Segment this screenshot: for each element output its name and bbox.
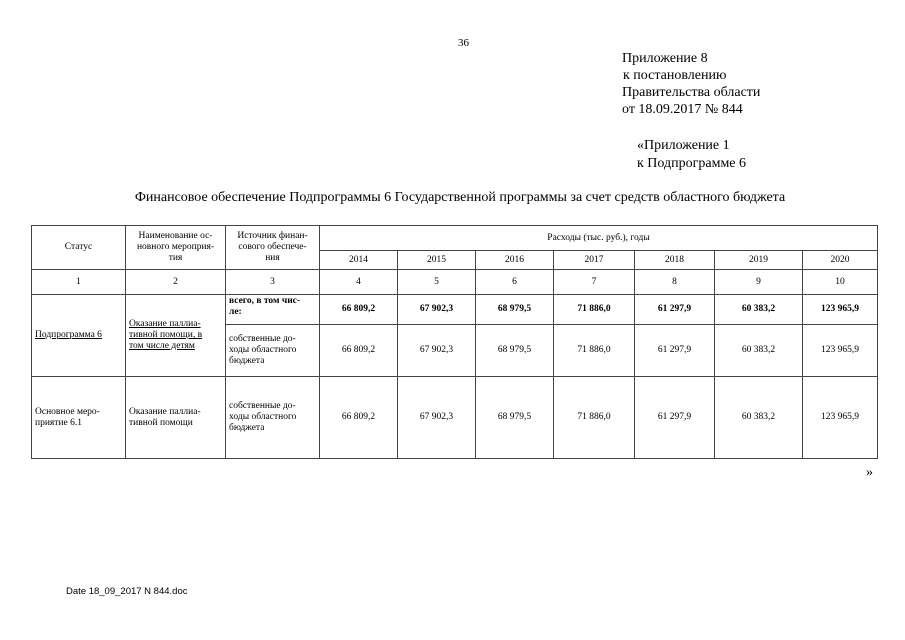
header-source-line: ния xyxy=(265,253,280,263)
header-year: 2016 xyxy=(476,251,554,270)
value-cell: 123 965,9 xyxy=(803,325,878,377)
source-line: ходы областного xyxy=(229,412,297,422)
column-number: 7 xyxy=(554,270,635,295)
value-cell: 68 979,5 xyxy=(476,377,554,459)
value-cell: 68 979,5 xyxy=(476,325,554,377)
value-cell: 123 965,9 xyxy=(803,377,878,459)
value-cell: 66 809,2 xyxy=(320,377,398,459)
column-number: 8 xyxy=(635,270,715,295)
footer-filename: Date 18_09_2017 N 844.doc xyxy=(66,586,188,597)
header-year: 2015 xyxy=(398,251,476,270)
value-cell: 66 809,2 xyxy=(320,295,398,325)
value-cell: 67 902,3 xyxy=(398,377,476,459)
annex-sub-line: «Приложение 1 xyxy=(637,138,730,153)
annex-line: от 18.09.2017 № 844 xyxy=(622,102,743,117)
column-number: 2 xyxy=(126,270,226,295)
header-year: 2020 xyxy=(803,251,878,270)
column-number: 9 xyxy=(715,270,803,295)
header-name-line: тия xyxy=(168,253,183,263)
activity-name-line: Оказание паллиа- xyxy=(129,319,201,329)
annex-line: к постановлению xyxy=(623,68,727,83)
activity-name-line: тивной помощи, в xyxy=(129,330,203,340)
header-source-line: Источник финан- xyxy=(237,231,308,241)
table-row xyxy=(32,377,878,459)
header-year: 2018 xyxy=(635,251,715,270)
value-cell: 71 886,0 xyxy=(554,295,635,325)
source-line: собственные до- xyxy=(229,401,296,411)
annex-sub-header xyxy=(637,137,746,173)
value-cell: 61 297,9 xyxy=(635,325,715,377)
header-source-line: сового обеспече- xyxy=(238,242,307,252)
annex-line: Приложение 8 xyxy=(622,51,708,66)
value-cell: 60 383,2 xyxy=(715,377,803,459)
activity-name-cell xyxy=(126,295,226,377)
header-expenses: Расходы (тыс. руб.), годы xyxy=(320,226,878,251)
value-cell: 61 297,9 xyxy=(635,295,715,325)
value-cell: 123 965,9 xyxy=(803,295,878,325)
closing-quote: » xyxy=(866,465,873,480)
status-line: приятие 6.1 xyxy=(35,417,82,428)
header-name-line: Наименование ос- xyxy=(138,231,213,241)
value-cell: 67 902,3 xyxy=(398,325,476,377)
annex-line: Правительства области xyxy=(622,85,761,100)
column-number: 10 xyxy=(803,270,878,295)
source-cell xyxy=(226,377,320,459)
annex-header xyxy=(622,50,760,118)
value-cell: 71 886,0 xyxy=(554,325,635,377)
financing-table xyxy=(31,225,878,459)
value-cell: 66 809,2 xyxy=(320,325,398,377)
column-number: 5 xyxy=(398,270,476,295)
header-year: 2014 xyxy=(320,251,398,270)
status-cell xyxy=(32,377,126,459)
header-source xyxy=(226,226,320,270)
column-number: 1 xyxy=(32,270,126,295)
document-title: Финансовое обеспечение Подпрограммы 6 Государственной программы за счет средств областного бюджета xyxy=(134,190,786,205)
source-line: бюджета xyxy=(229,423,265,433)
source-cell xyxy=(226,325,320,377)
column-number: 4 xyxy=(320,270,398,295)
total-label-line: ле: xyxy=(229,307,242,317)
page-number: 36 xyxy=(458,37,469,49)
table-row xyxy=(32,295,878,325)
source-line: бюджета xyxy=(229,356,265,366)
column-number: 6 xyxy=(476,270,554,295)
activity-name-line: Оказание паллиа- xyxy=(129,406,201,417)
activity-name-cell xyxy=(126,377,226,459)
header-status: Статус xyxy=(32,226,126,270)
header-year: 2019 xyxy=(715,251,803,270)
annex-sub-line: к Подпрограмме 6 xyxy=(637,156,747,171)
value-cell: 67 902,3 xyxy=(398,295,476,325)
value-cell: 60 383,2 xyxy=(715,325,803,377)
total-label-cell xyxy=(226,295,320,325)
value-cell: 61 297,9 xyxy=(635,377,715,459)
source-line: собственные до- xyxy=(229,334,296,344)
status-cell: Подпрограмма 6 xyxy=(32,295,126,377)
activity-name-line: том числе детям xyxy=(129,341,195,351)
header-name-line: новного мероприя- xyxy=(136,242,215,252)
source-line: ходы областного xyxy=(229,345,297,355)
value-cell: 60 383,2 xyxy=(715,295,803,325)
activity-name-line: тивной помощи xyxy=(129,417,193,428)
value-cell: 68 979,5 xyxy=(476,295,554,325)
value-cell: 71 886,0 xyxy=(554,377,635,459)
total-label-line: всего, в том чис- xyxy=(229,296,301,306)
header-year: 2017 xyxy=(554,251,635,270)
column-number: 3 xyxy=(226,270,320,295)
header-name xyxy=(126,226,226,270)
status-line: Основное меро- xyxy=(35,406,100,417)
